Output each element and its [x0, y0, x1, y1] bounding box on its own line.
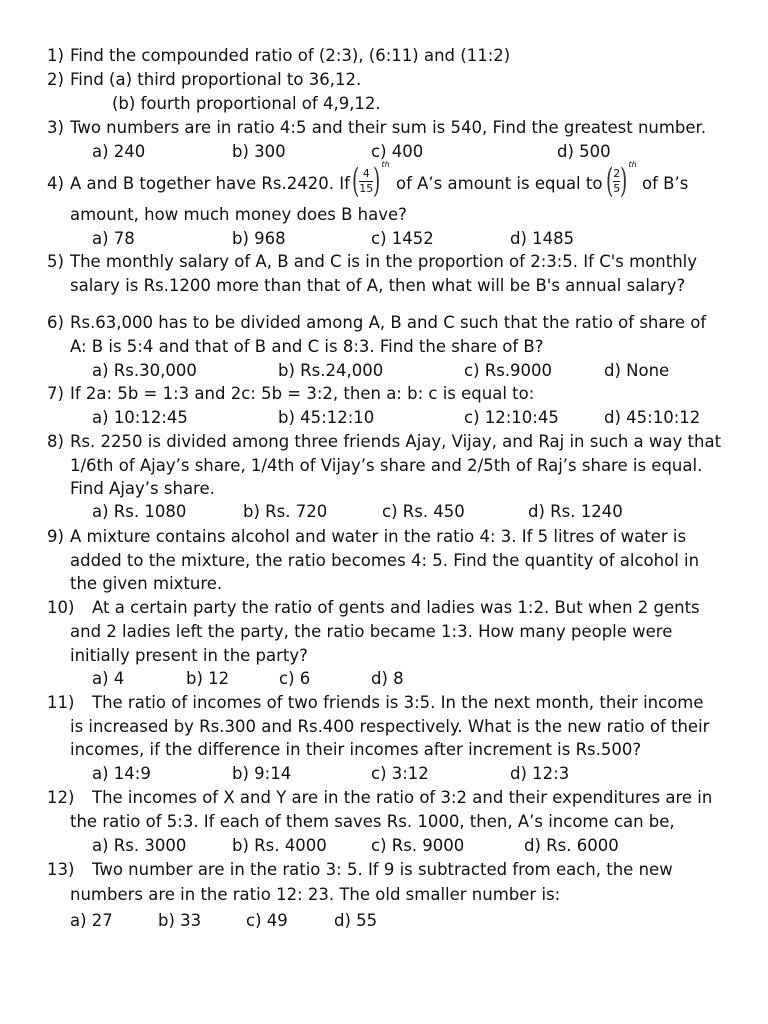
question-text: Rs.63,000 has to be divided among A, B and C such that the ratio of share of [70, 313, 707, 332]
question-number: 12) [47, 788, 75, 807]
question-number: 8) [47, 432, 64, 451]
question-number: 7) [47, 384, 64, 403]
option-a: a) 14:9 [92, 764, 151, 783]
option-b: b) 45:12:10 [278, 408, 375, 427]
right-paren: ) [620, 161, 628, 201]
question-text: At a certain party the ratio of gents and ladies was 1:2. But when 2 gents [92, 598, 700, 617]
option-b: b) 12 [186, 669, 230, 688]
right-paren: ) [373, 161, 381, 201]
option-a: a) Rs.30,000 [92, 361, 197, 380]
question-text: Find Ajay’s share. [70, 479, 215, 498]
question-text: added to the mixture, the ratio becomes 4: 5. Find the quantity of alcohol in [70, 551, 700, 570]
option-a: a) Rs. 3000 [92, 836, 187, 855]
option-c: c) Rs. 9000 [371, 836, 465, 855]
question-number: 9) [47, 527, 64, 546]
fraction-denominator: 5 [613, 181, 621, 195]
option-d: d) 500 [557, 142, 611, 161]
question-text: the given mixture. [70, 574, 223, 593]
fraction-2-5 [603, 160, 637, 201]
question-text: The ratio of incomes of two friends is 3:5. In the next month, their income [92, 693, 704, 712]
fraction-denominator: 15 [359, 181, 374, 195]
question-text: of B’s [642, 174, 689, 193]
question-text: A and B together have Rs.2420. If [70, 174, 350, 193]
question-number: 4) [47, 174, 64, 193]
left-paren: ( [605, 161, 614, 201]
question-text: salary is Rs.1200 more than that of A, then what will be B's annual salary? [70, 276, 686, 295]
fraction [359, 168, 373, 195]
option-d: d) None [604, 361, 670, 380]
fraction-4-15 [349, 160, 390, 201]
option-d: d) 1485 [510, 229, 575, 248]
question-text: initially present in the party? [70, 646, 308, 665]
question-text: Find the compounded ratio of (2:3), (6:11) and (11:2) [70, 46, 511, 65]
question-text: is increased by Rs.300 and Rs.400 respectively. What is the new ratio of their [70, 717, 710, 736]
option-d: d) 12:3 [510, 764, 570, 783]
fraction-numerator: 4 [362, 166, 370, 180]
question-text: 1/6th of Ajay’s share, 1/4th of Vijay’s share and 2/5th of Raj’s share is equal. [70, 456, 703, 475]
option-b: b) Rs. 4000 [232, 836, 327, 855]
question-text: Two numbers are in ratio 4:5 and their sum is 540, Find the greatest number. [70, 118, 707, 137]
option-b: b) 300 [232, 142, 286, 161]
question-number: 2) [47, 70, 64, 89]
question-text: amount, how much money does B have? [70, 205, 407, 224]
option-b: b) 33 [158, 911, 202, 930]
question-text: Find (a) third proportional to 36,12. [70, 70, 362, 89]
option-c: c) Rs. 450 [382, 502, 465, 521]
question-text: If 2a: 5b = 1:3 and 2c: 5b = 3:2, then a: b: c is equal to: [70, 384, 535, 403]
question-number: 11) [47, 693, 75, 712]
question-text: the ratio of 5:3. If each of them saves Rs. 1000, then, A’s income can be, [70, 812, 675, 831]
option-a: a) 78 [92, 229, 135, 248]
option-b: b) Rs.24,000 [278, 361, 384, 380]
option-a: a) 4 [92, 669, 125, 688]
option-b: b) Rs. 720 [243, 502, 328, 521]
option-b: b) 9:14 [232, 764, 292, 783]
question-text: of A’s amount is equal to [396, 174, 603, 193]
fraction-numerator: 2 [613, 166, 621, 180]
option-d: d) 8 [371, 669, 404, 688]
question-number: 6) [47, 313, 64, 332]
question-text: The incomes of X and Y are in the ratio of 3:2 and their expenditures are in [92, 788, 713, 807]
question-number: 10) [47, 598, 75, 617]
option-d: d) Rs. 1240 [528, 502, 623, 521]
option-b: b) 968 [232, 229, 286, 248]
option-a: a) 10:12:45 [92, 408, 188, 427]
superscript: th [381, 160, 390, 169]
option-c: c) 49 [246, 911, 288, 930]
question-text: incomes, if the difference in their incomes after increment is Rs.500? [70, 740, 642, 759]
option-c: c) Rs.9000 [464, 361, 553, 380]
option-c: c) 12:10:45 [464, 408, 559, 427]
question-text: A mixture contains alcohol and water in the ratio 4: 3. If 5 litres of water is [70, 527, 687, 546]
question-number: 13) [47, 860, 75, 879]
question-text: (b) fourth proportional of 4,9,12. [112, 94, 381, 113]
option-d: d) 55 [334, 911, 378, 930]
option-d: d) 45:10:12 [604, 408, 701, 427]
option-c: c) 3:12 [371, 764, 429, 783]
question-number: 5) [47, 252, 64, 271]
option-c: c) 1452 [371, 229, 434, 248]
superscript: th [628, 160, 637, 169]
question-number: 3) [47, 118, 64, 137]
question-text: Two number are in the ratio 3: 5. If 9 is subtracted from each, the new [92, 860, 673, 879]
question-text: Rs. 2250 is divided among three friends Ajay, Vijay, and Raj in such a way that [70, 432, 722, 451]
option-c: c) 6 [279, 669, 311, 688]
question-text: The monthly salary of A, B and C is in the proportion of 2:3:5. If C's monthly [70, 252, 698, 271]
option-a: a) 27 [70, 911, 113, 930]
question-text: A: B is 5:4 and that of B and C is 8:3. Find the share of B? [70, 337, 544, 356]
question-text: numbers are in the ratio 12: 23. The old smaller number is: [70, 885, 561, 904]
question-number: 1) [47, 46, 64, 65]
option-d: d) Rs. 6000 [524, 836, 619, 855]
option-c: c) 400 [371, 142, 424, 161]
option-a: a) Rs. 1080 [92, 502, 187, 521]
option-a: a) 240 [92, 142, 146, 161]
question-text: and 2 ladies left the party, the ratio became 1:3. How many people were [70, 622, 673, 641]
left-paren: ( [351, 161, 360, 201]
